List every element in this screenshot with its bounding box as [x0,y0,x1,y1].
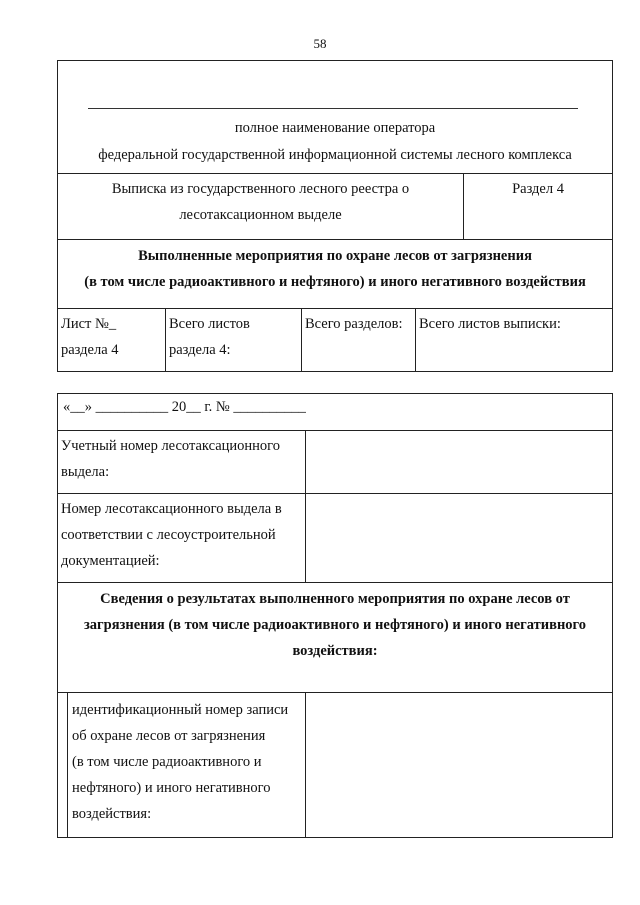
extract-title-line1: Выписка из государственного лесного реестра о [111,181,410,197]
identification-inner-border [67,693,68,837]
identification-line4: нефтяного) и иного негативного [72,780,271,796]
activities-title-line2: (в том числе радиоактивного и нефтяного) и иного негативного воздействия [84,274,586,290]
section-label-cell [464,174,613,240]
total-sheets-line2: раздела 4: [169,342,231,358]
forest-unit-number-line1: Номер лесотаксационного выдела в [61,501,282,517]
section-label: Раздел 4 [512,181,564,197]
operator-caption [58,115,612,169]
activities-title-cell [58,240,613,309]
forest-unit-number-line3: документацией: [61,553,160,569]
account-number-line1: Учетный номер лесотаксационного [61,438,281,454]
operator-caption-line2: федеральной государственной информационной системы лесного комплекса [98,147,572,163]
extract-title-line2: лесотаксационном выделе [179,207,342,223]
account-number-line2: выдела: [61,464,110,480]
forest-unit-number-line2: соответствии с лесоустроительной [61,527,276,543]
date-number-cell [58,394,613,431]
operator-name-cell [58,61,613,174]
date-number-line: «__» __________ 20__ г. № __________ [63,399,306,415]
extract-header-table [57,60,613,372]
results-title-line1: Сведения о результатах выполненного мероприятия по охране лесов от [100,591,570,607]
operator-name-blank-line [88,108,578,109]
operator-caption-line1: полное наименование оператора [234,120,436,136]
identification-line5: воздействия: [72,806,152,822]
forest-unit-number-value-cell [306,494,613,583]
results-title-line3: воздействия: [292,643,378,659]
sheet-number-line2: раздела 4 [61,342,119,358]
record-details-table [57,393,613,838]
total-sheets-line1: Всего листов [169,316,250,332]
account-number-value-cell [306,431,613,494]
activities-title-line1: Выполненные мероприятия по охране лесов от загрязнения [138,248,532,264]
total-sections-label: Всего разделов: [305,316,403,332]
total-sheets-cell [166,309,302,372]
sheet-number-line1: Лист №_ [61,316,117,332]
total-extract-sheets-cell [416,309,613,372]
identification-line1: идентификационный номер записи [72,702,289,718]
sheet-number-cell [58,309,166,372]
extract-title-cell [58,174,464,240]
identification-number-label-cell [58,693,306,838]
identification-line3: (в том числе радиоактивного и [72,754,262,770]
total-sections-cell [302,309,416,372]
identification-line2: об охране лесов от загрязнения [72,728,266,744]
results-title-cell [58,583,613,693]
total-extract-sheets-label: Всего листов выписки: [419,316,561,332]
forest-unit-number-label-cell [58,494,306,583]
results-title-line2: загрязнения (в том числе радиоактивного и нефтяного) и иного негативного [83,617,587,633]
page-number: 58 [313,36,327,51]
identification-number-value-cell [306,693,613,838]
account-number-label-cell [58,431,306,494]
